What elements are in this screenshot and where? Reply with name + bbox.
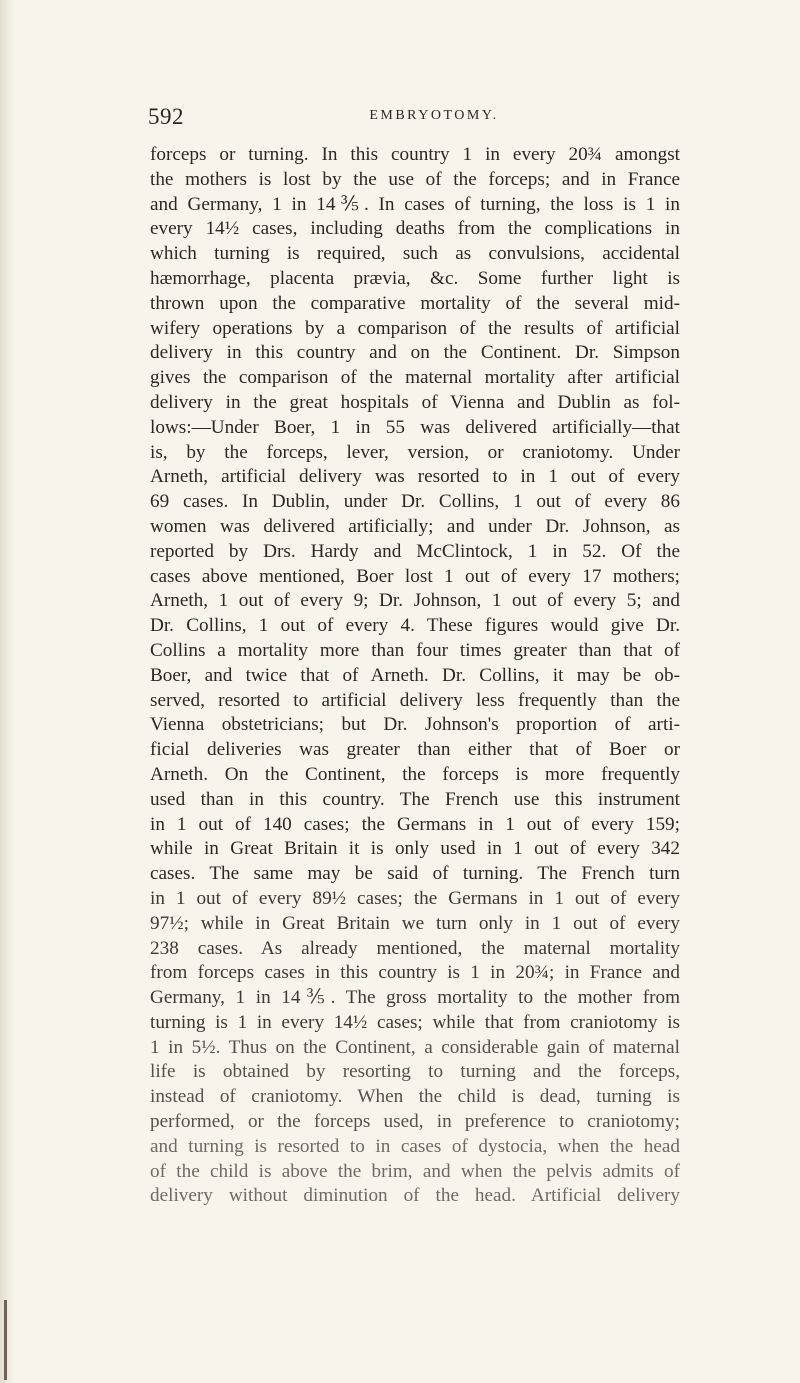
text-line: Vienna obstetricians; but Dr. Johnson's proportion of arti- bbox=[150, 714, 680, 736]
text-line: of the child is above the brim, and when the pelvis admits of bbox=[150, 1160, 680, 1182]
text-line: Boer, and twice that of Arneth. Dr. Collins, it may be ob- bbox=[150, 664, 680, 686]
text-line: gives the comparison of the maternal mortality after artificial bbox=[150, 367, 680, 389]
text-line: delivery in this country and on the Continent. Dr. Simpson bbox=[150, 342, 680, 364]
text-line: performed, or the forceps used, in preference to craniotomy; bbox=[150, 1111, 680, 1133]
text-line: is, by the forceps, lever, version, or craniotomy. Under bbox=[150, 441, 680, 463]
text-line: 238 cases. As already mentioned, the maternal mortality bbox=[150, 937, 680, 959]
text-line: every 14½ cases, including deaths from the complications in bbox=[150, 218, 680, 240]
running-title: EMBRYOTOMY. bbox=[369, 108, 499, 123]
text-line: wifery operations by a comparison of the results of artificial bbox=[150, 317, 680, 339]
text-line: Collins a mortality more than four times greater than that of bbox=[150, 639, 680, 661]
running-head bbox=[148, 104, 680, 134]
text-line: 1 in 5½. Thus on the Continent, a considerable gain of maternal bbox=[150, 1036, 680, 1058]
text-line: thrown upon the comparative mortality of the several mid- bbox=[150, 292, 680, 314]
text-line: used than in this country. The French use this instrument bbox=[150, 788, 680, 810]
binding-shadow bbox=[0, 0, 14, 1383]
text-line: turning is 1 in every 14½ cases; while that from craniotomy is bbox=[150, 1011, 680, 1033]
text-line: cases above mentioned, Boer lost 1 out of every 17 mothers; bbox=[150, 565, 680, 587]
text-line: the mothers is lost by the use of the forceps; and in France bbox=[150, 168, 680, 190]
binding-mark bbox=[4, 1300, 7, 1380]
text-line: while in Great Britain it is only used in 1 out of every 342 bbox=[150, 838, 680, 860]
text-line: 97½; while in Great Britain we turn only in 1 out of every bbox=[150, 912, 680, 934]
text-line: instead of craniotomy. When the child is dead, turning is bbox=[150, 1086, 680, 1108]
text-line: Arneth, artificial delivery was resorted to in 1 out of every bbox=[150, 466, 680, 488]
text-line: Dr. Collins, 1 out of every 4. These figures would give Dr. bbox=[150, 615, 680, 637]
text-line: delivery in the great hospitals of Vienna and Dublin as fol- bbox=[150, 391, 680, 413]
text-line: served, resorted to artificial delivery less frequently than the bbox=[150, 689, 680, 711]
text-line: life is obtained by resorting to turning and the forceps, bbox=[150, 1061, 680, 1083]
text-line: Arneth, 1 out of every 9; Dr. Johnson, 1 out of every 5; and bbox=[150, 590, 680, 612]
text-line: Arneth. On the Continent, the forceps is more frequently bbox=[150, 763, 680, 785]
text-line: lows:—Under Boer, 1 in 55 was delivered artificially—that bbox=[150, 416, 680, 438]
text-line: 69 cases. In Dublin, under Dr. Collins, 1 out of every 86 bbox=[150, 491, 680, 513]
text-line: reported by Drs. Hardy and McClintock, 1 in 52. Of the bbox=[150, 540, 680, 562]
text-line: and Germany, 1 in 14⅗. In cases of turning, the loss is 1 in bbox=[150, 193, 680, 215]
text-line: ficial deliveries was greater than either that of Boer or bbox=[150, 739, 680, 761]
text-line: delivery without diminution of the head. Artificial delivery bbox=[150, 1185, 680, 1207]
text-line: women was delivered artificially; and under Dr. Johnson, as bbox=[150, 515, 680, 537]
text-line: in 1 out of every 89½ cases; the Germans in 1 out of every bbox=[150, 887, 680, 909]
text-line: in 1 out of 140 cases; the Germans in 1 out of every 159; bbox=[150, 813, 680, 835]
text-line: Germany, 1 in 14⅗. The gross mortality to the mother from bbox=[150, 987, 680, 1009]
text-line: from forceps cases in this country is 1 in 20¾; in France and bbox=[150, 962, 680, 984]
text-line: forceps or turning. In this country 1 in every 20¾ amongst bbox=[150, 144, 680, 165]
text-line: hæmorrhage, placenta prævia, &c. Some further light is bbox=[150, 267, 680, 289]
page-number: 592 bbox=[148, 104, 184, 129]
text-line: and turning is resorted to in cases of dystocia, when the head bbox=[150, 1135, 680, 1157]
text-line: which turning is required, such as convulsions, accidental bbox=[150, 243, 680, 265]
text-line: cases. The same may be said of turning. The French turn bbox=[150, 863, 680, 885]
body-text bbox=[150, 143, 680, 1209]
